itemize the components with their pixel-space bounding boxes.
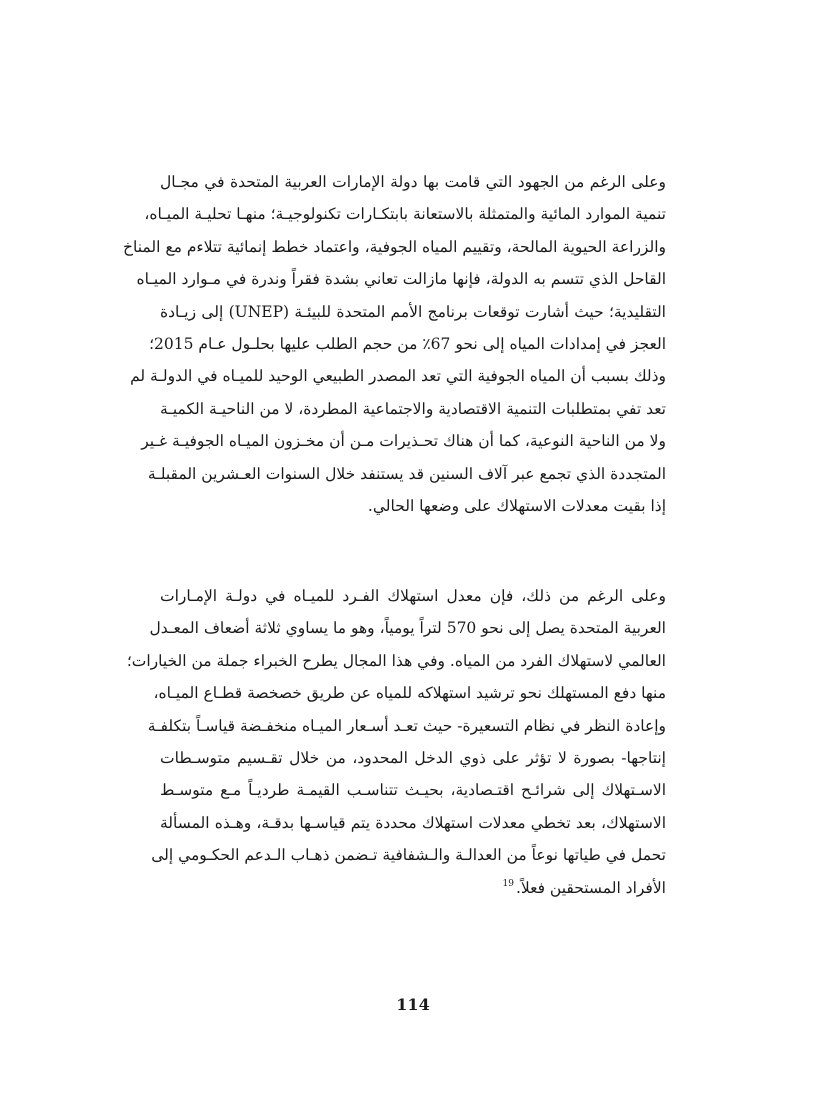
paragraph-line: العجز في إمدادات المياه إلى نحو 67٪ من حجم الطلب عليها بحلـول عـام 2015؛ [149, 334, 666, 353]
page-number: 114 [396, 995, 430, 1014]
footnote-reference[interactable]: 19 [502, 879, 514, 890]
paragraph-2 [126, 580, 666, 904]
paragraph-line: إذا بقيت معدلات الاستهلاك على وضعها الحالي. [367, 496, 666, 515]
paragraph-line: القاحل الذي تتسم به الدولة، فإنها مازالت تعاني بشدة فقراً وندرة في مـوارد الميـاه [136, 270, 666, 289]
paragraph-line: وعلى الرغم من الجهود التي قامت بها دولة الإمارات العربية المتحدة في مجـال [160, 173, 666, 191]
paragraph-line: وذلك بسبب أن المياه الجوفية التي تعد المصدر الطبيعي الوحيد للميـاه في الدولـة لم [130, 367, 666, 386]
paragraph-line: العالمي لاستهلاك الفرد من المياه. وفي هذا المجال يطرح الخبراء جملة من الخيارات؛ [126, 651, 666, 670]
paragraph-line: ولا من الناحية النوعية، كما أن هناك تحـذيرات مـن أن مخـزون الميـاه الجوفيـة غـير [141, 432, 666, 451]
paragraph-line: تعد تفي بمتطلبات التنمية الاقتصادية والاجتماعية المطردة، لا من الناحيـة الكميـة [160, 399, 666, 418]
paragraph-line: الاسـتهلاك إلى شرائـح اقتـصادية، بحيـث تتناسـب القيمـة طرديـاً مـع متوسـط [160, 781, 666, 800]
paragraph-line: تنمية الموارد المائية والمتمثلة بالاستعانة بابتكـارات تكنولوجيـة؛ منهـا تحليـة الميـاه، [144, 205, 666, 224]
paragraph-line: الاستهلاك، بعد تخطي معدلات استهلاك محددة يتم قياسـها بدقـة، وهـذه المسألة [160, 813, 666, 832]
paragraph-line: منها دفع المستهلك نحو ترشيد استهلاكه للمياه عن طريق خصخصة قطـاع الميـاه، [153, 684, 666, 703]
paragraph-line: والزراعة الحيوية المالحة، وتقييم المياه الجوفية، واعتماد خطط إنمائية تتلاءم مع المناخ [123, 237, 666, 256]
paragraph-line: المتجددة الذي تجمع عبر آلاف السنين قد يستنفد خلال السنوات العـشرين المقبلـة [147, 464, 666, 483]
paragraph-line: إنتاجها- بصورة لا تؤثر على ذوي الدخل المحدود، من خلال تقـسيم متوسـطات [160, 748, 666, 767]
paragraph-line: تحمل في طياتها نوعاً من العدالـة والـشفافية تـضمن ذهـاب الـدعم الحكـومي إلى [151, 846, 666, 865]
paragraph-line: وإعادة النظر في نظام التسعيرة- حيث تعـد أسـعار الميـاه منخفـضة قياسـاً بتكلفـة [147, 716, 666, 735]
paragraph-line: وعلى الرغم من ذلك، فإن معدل استهلاك الفـرد للميـاه في دولـة الإمـارات [160, 587, 666, 605]
paragraph-line: الأفراد المستحقين فعلاً. [515, 878, 666, 897]
paragraph-line: العربية المتحدة يصل إلى نحو 570 لتراً يومياً، وهو ما يساوي ثلاثة أضعاف المعـدل [149, 619, 666, 638]
paragraph-last-line [160, 872, 666, 904]
paragraph-line: التقليدية؛ حيث أشارت توقعات برنامج الأمم المتحدة للبيئـة (UNEP) إلى زيـادة [160, 302, 666, 321]
paragraph-1 [123, 166, 666, 522]
